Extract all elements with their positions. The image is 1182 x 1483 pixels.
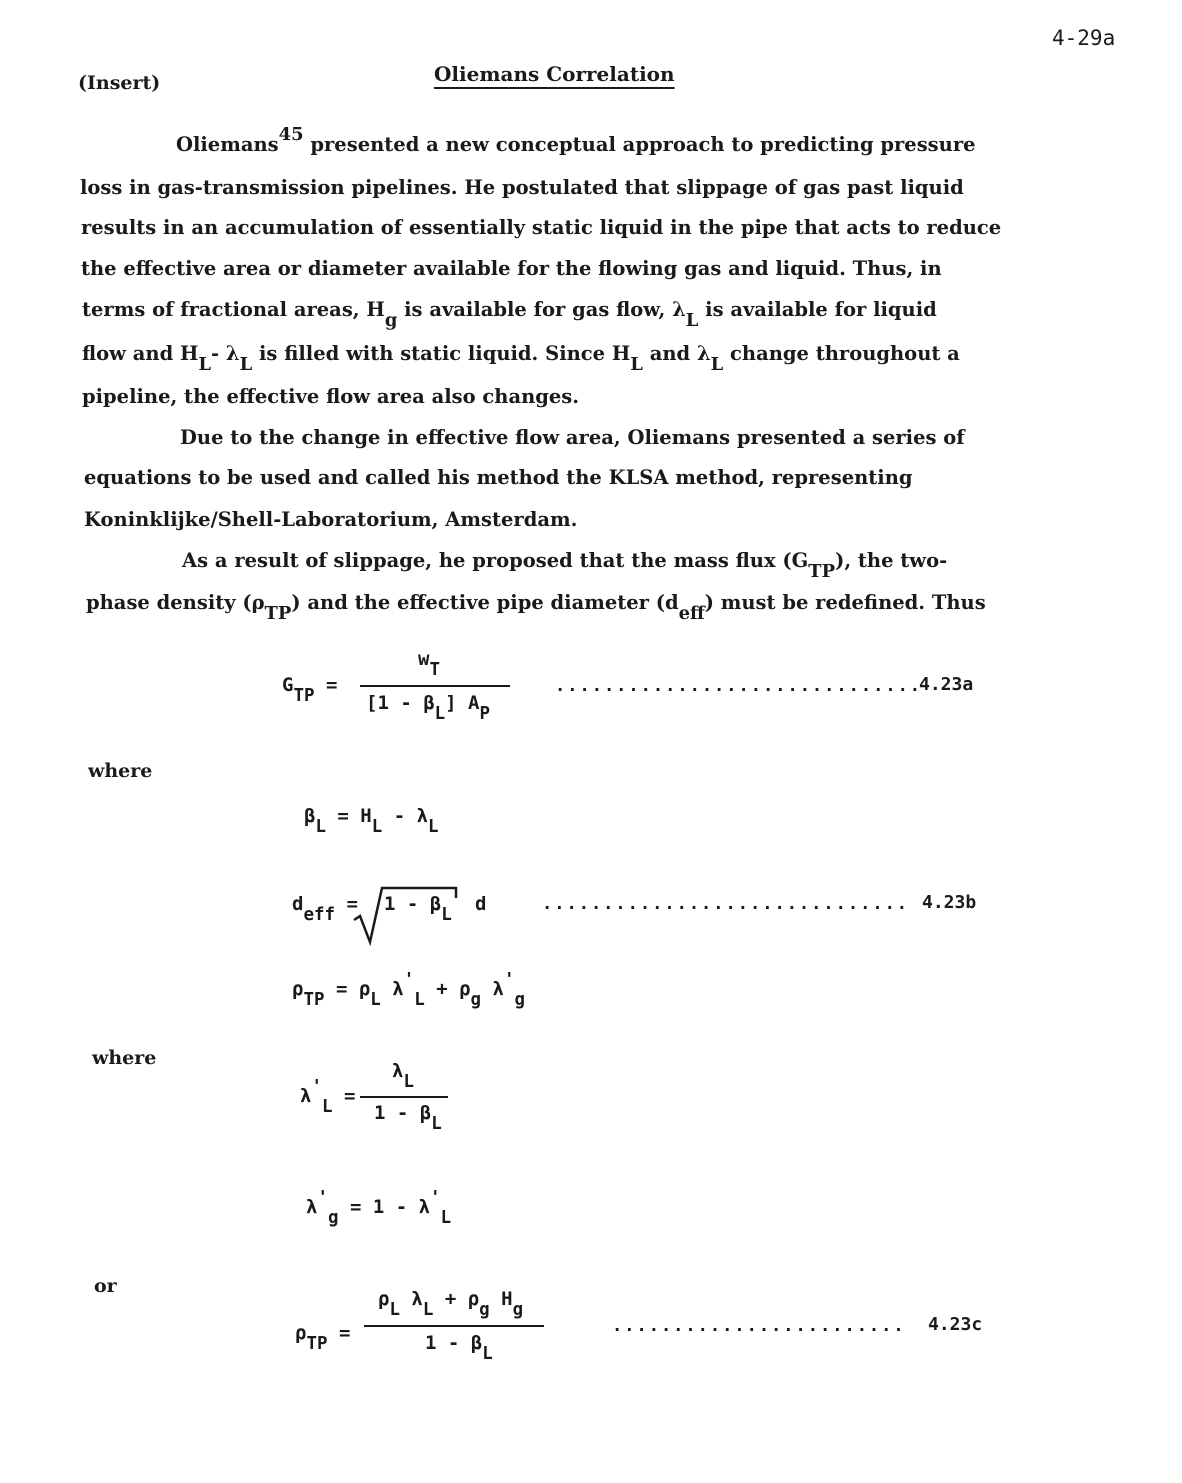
symbol: = H — [325, 805, 372, 827]
eq-c-lhs — [295, 1322, 351, 1354]
subscript: L — [482, 1343, 493, 1364]
subscript: g — [512, 1299, 524, 1320]
subscript: L — [239, 353, 253, 375]
subscript: L — [428, 816, 439, 837]
paragraph-1-line-3: results in an accumulation of essentially static liquid in the pipe that acts to reduce — [81, 216, 1002, 239]
symbol: ] A — [445, 692, 480, 714]
or-label: or — [94, 1275, 117, 1297]
prime-mark: ' — [430, 1187, 441, 1208]
text-span: ) must be redefined. Thus — [704, 591, 986, 614]
symbol: ρ — [295, 1322, 307, 1344]
paragraph-3-line-1 — [182, 549, 948, 582]
equals-sign: = — [338, 1322, 351, 1344]
subscript: TP — [293, 685, 315, 706]
text-span: phase density (ρ — [86, 591, 265, 614]
symbol: H — [489, 1288, 513, 1310]
symbol: + ρ — [424, 978, 471, 1000]
subscript: eff — [303, 904, 336, 925]
citation-superscript: 45 — [278, 124, 304, 146]
eq-a-lhs — [282, 674, 338, 706]
subscript: L — [685, 309, 699, 331]
symbol: - λ — [382, 805, 429, 827]
symbol: G — [282, 674, 294, 696]
equation-number: 4.23c — [928, 1314, 983, 1335]
eq-b-tail: d — [475, 893, 487, 915]
insert-label: (Insert) — [78, 72, 161, 94]
eq-c-numerator — [378, 1288, 524, 1320]
eq-b-lhs — [292, 893, 358, 925]
paragraph-3-line-2 — [86, 591, 986, 624]
subscript: L — [371, 816, 383, 837]
text-span: flow and H — [82, 342, 199, 365]
symbol: 1 - β — [425, 1332, 483, 1354]
paragraph-2-line-2: equations to be used and called his method the KLSA method, representing — [84, 466, 913, 489]
symbol: w — [418, 648, 430, 670]
equation-number: 4.23b — [922, 892, 977, 913]
symbol: β — [304, 805, 316, 827]
subscript: L — [440, 1207, 452, 1228]
paragraph-1-line-5 — [82, 298, 937, 331]
fraction-bar — [360, 1096, 448, 1098]
subscript: L — [321, 1096, 333, 1117]
paragraph-2-line-1: Due to the change in effective flow area, Oliemans presented a series of — [180, 426, 965, 449]
symbol: = 1 - λ — [338, 1196, 431, 1218]
subscript: g — [470, 989, 482, 1010]
symbol: ρ — [378, 1288, 390, 1310]
text-span: ) and the effective pipe diameter (d — [291, 591, 679, 614]
prime-mark: ' — [317, 1187, 328, 1208]
leader-dots: .............................. — [542, 894, 910, 914]
eq-lambda-l-numerator — [392, 1060, 414, 1092]
equals-sign: = — [325, 674, 338, 696]
subscript: L — [434, 703, 446, 724]
symbol: λ — [306, 1196, 318, 1218]
symbol: + ρ — [433, 1288, 480, 1310]
equation-lambda-g-prime — [306, 1187, 452, 1228]
paragraph-2-line-3: Koninklijke/Shell-Laboratorium, Amsterdam. — [84, 508, 578, 531]
subscript: TP — [264, 602, 292, 624]
symbol: 1 - β — [384, 893, 442, 915]
text-span: and λ — [642, 342, 711, 365]
equals-sign: = — [346, 893, 358, 915]
eq-a-numerator — [418, 648, 440, 680]
eq-a-denominator — [366, 692, 491, 724]
text-span: change throughout a — [723, 342, 960, 365]
symbol: λ — [380, 978, 404, 1000]
eq-lambda-l-denominator — [374, 1102, 442, 1134]
symbol: λ — [399, 1288, 423, 1310]
subscript: g — [327, 1207, 339, 1228]
subscript: L — [389, 1299, 400, 1320]
symbol: λ — [392, 1060, 404, 1082]
text-span: is available for liquid — [698, 298, 937, 321]
text-span: terms of fractional areas, H — [82, 298, 385, 321]
symbol: λ — [481, 978, 504, 1000]
eq-lambda-l-lhs — [300, 1076, 356, 1117]
text-span: - λ — [211, 342, 240, 365]
text-span: ), the two- — [835, 549, 948, 572]
subscript: eff — [678, 602, 705, 624]
text-span: presented a new conceptual approach to predicting pressure — [303, 133, 976, 156]
subscript: L — [630, 353, 643, 375]
prime-mark: ' — [311, 1076, 322, 1097]
subscript: P — [479, 703, 491, 724]
symbol: = ρ — [324, 978, 371, 1000]
prime-mark: ' — [403, 969, 415, 990]
fraction-bar — [364, 1325, 544, 1327]
text-span: is available for gas flow, λ — [397, 298, 686, 321]
subscript: L — [710, 353, 724, 375]
subscript: L — [441, 904, 452, 925]
subscript: L — [414, 989, 425, 1010]
leader-dots: ........................ — [612, 1316, 906, 1336]
subscript: L — [422, 1299, 434, 1320]
subscript: T — [429, 659, 440, 680]
equation-beta-l — [304, 805, 439, 837]
subscript: L — [403, 1071, 414, 1092]
subscript: TP — [303, 989, 325, 1010]
leader-dots: .............................. — [555, 676, 923, 696]
page-number: 4-29a — [1052, 26, 1116, 50]
fraction-bar — [360, 685, 510, 687]
eq-b-radicand — [384, 893, 452, 925]
text-span: Oliemans — [176, 133, 279, 156]
equals-sign: = — [343, 1085, 356, 1107]
symbol: ρ — [292, 978, 304, 1000]
symbol: 1 - β — [374, 1102, 432, 1124]
subscript: g — [479, 1299, 490, 1320]
subscript: g — [514, 989, 525, 1010]
paragraph-1-line-2: loss in gas-transmission pipelines. He postulated that slippage of gas past liquid — [80, 176, 964, 199]
subscript: TP — [808, 560, 836, 582]
subscript: TP — [306, 1333, 328, 1354]
text-span: is filled with static liquid. Since H — [252, 342, 631, 365]
subscript: L — [315, 816, 326, 837]
subscript: L — [431, 1113, 442, 1134]
subscript: L — [198, 353, 212, 375]
text-span: As a result of slippage, he proposed that the mass flux (G — [182, 549, 809, 572]
paragraph-1-line-7: pipeline, the effective flow area also changes. — [82, 385, 580, 408]
where-label: where — [92, 1047, 157, 1069]
paragraph-1-line-1 — [176, 124, 976, 156]
symbol: λ — [300, 1085, 312, 1107]
eq-c-denominator — [425, 1332, 493, 1364]
symbol: [1 - β — [366, 692, 435, 714]
subscript: L — [370, 989, 381, 1010]
equation-rho-tp — [292, 969, 525, 1010]
equation-number: 4.23a — [919, 674, 974, 695]
where-label: where — [88, 760, 153, 782]
symbol: d — [292, 893, 304, 915]
paragraph-1-line-4: the effective area or diameter available for the flowing gas and liquid. Thus, in — [81, 257, 942, 280]
paragraph-1-line-6 — [82, 342, 960, 375]
subscript: g — [384, 309, 398, 331]
page-title: Oliemans Correlation — [434, 62, 675, 86]
prime-mark: ' — [503, 969, 515, 990]
